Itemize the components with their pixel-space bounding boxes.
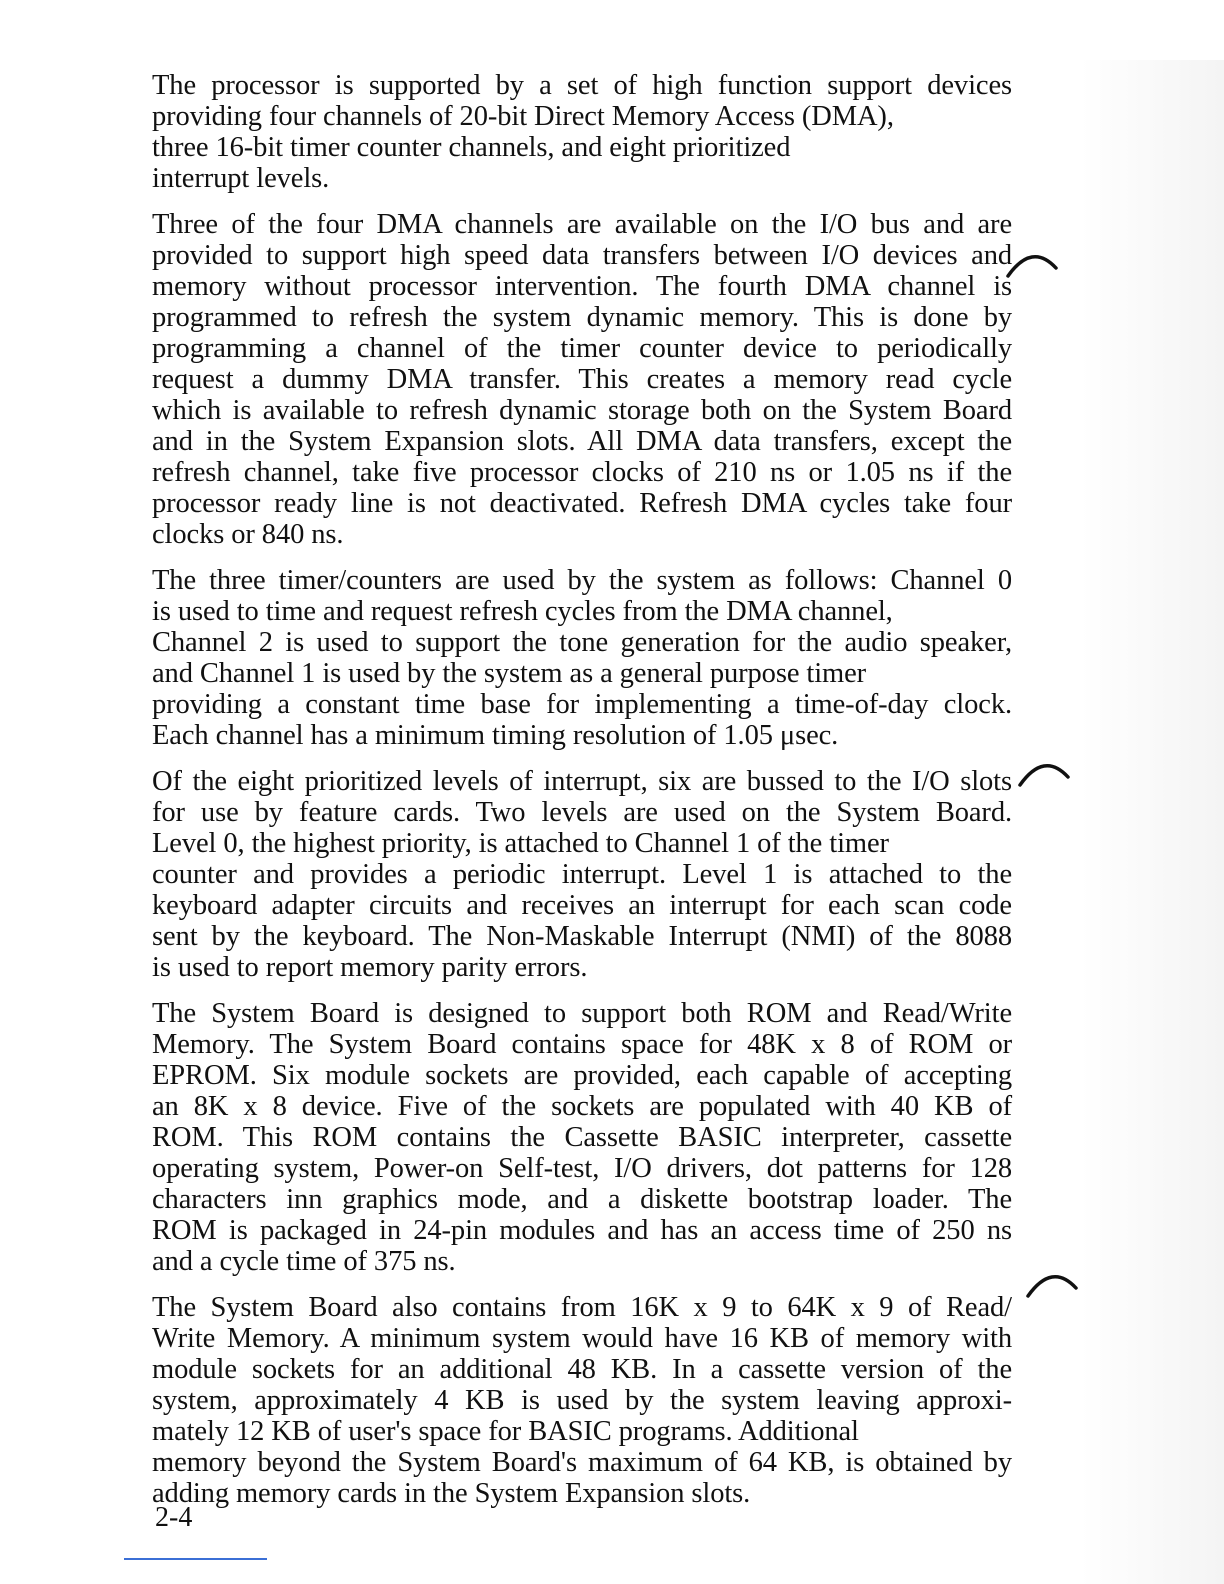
text-line: memory beyond the System Board's maximum of 64 KB, is obtained by — [152, 1447, 1012, 1478]
text-line: Of the eight prioritized levels of interrupt, six are bussed to the I/O slots — [152, 766, 1012, 797]
text-line: module sockets for an additional 48 KB. In a cassette version of the — [152, 1354, 1012, 1385]
text-line: Channel 2 is used to support the tone generation for the audio speaker, — [152, 627, 1012, 658]
text-line: characters inn graphics mode, and a diskette bootstrap loader. The — [152, 1184, 1012, 1215]
punch-hole-mark-icon — [1006, 248, 1060, 278]
text-line: provided to support high speed data transfers between I/O devices and — [152, 240, 1012, 271]
text-line: EPROM. Six module sockets are provided, each capable of accepting — [152, 1060, 1012, 1091]
text-line: programming a channel of the timer counter device to periodically — [152, 333, 1012, 364]
text-line: The System Board is designed to support both ROM and Read/Write — [152, 998, 1012, 1029]
text-line: The processor is supported by a set of high function support devices — [152, 70, 1012, 101]
paragraph-dma-channels — [152, 209, 1012, 550]
text-line: is used to time and request refresh cycles from the DMA channel, — [152, 596, 893, 627]
text-line: processor ready line is not deactivated. Refresh DMA cycles take four — [152, 488, 1012, 519]
text-line: refresh channel, take five processor clocks of 210 ns or 1.05 ns if the — [152, 457, 1012, 488]
text-line: Memory. The System Board contains space for 48K x 8 of ROM or — [152, 1029, 1012, 1060]
paragraph-interrupts — [152, 766, 1012, 983]
text-line: and in the System Expansion slots. All DMA data transfers, except the — [152, 426, 1012, 457]
text-line: system, approximately 4 KB is used by the system leaving approxi- — [152, 1385, 1012, 1416]
paragraph-rom — [152, 998, 1012, 1277]
page-edge-shading — [1080, 60, 1224, 1584]
bottom-rule — [124, 1558, 267, 1560]
text-line: Level 0, the highest priority, is attached to Channel 1 of the timer — [152, 828, 889, 859]
text-line: ROM. This ROM contains the Cassette BASIC interpreter, cassette — [152, 1122, 1012, 1153]
text-line: The System Board also contains from 16K x 9 to 64K x 9 of Read/ — [152, 1292, 1012, 1323]
paragraph-timer-counters — [152, 565, 1012, 751]
text-line: keyboard adapter circuits and receives an interrupt for each scan code — [152, 890, 1012, 921]
text-line: is used to report memory parity errors. — [152, 952, 588, 983]
text-line: request a dummy DMA transfer. This creates a memory read cycle — [152, 364, 1012, 395]
text-line: Each channel has a minimum timing resolution of 1.05 μsec. — [152, 720, 839, 751]
punch-hole-mark-icon — [1018, 757, 1072, 787]
text-line: programmed to refresh the system dynamic memory. This is done by — [152, 302, 1012, 333]
text-line: and Channel 1 is used by the system as a general purpose timer — [152, 658, 867, 689]
text-line: which is available to refresh dynamic storage both on the System Board — [152, 395, 1012, 426]
text-line: ROM is packaged in 24-pin modules and has an access time of 250 ns — [152, 1215, 1012, 1246]
document-body — [152, 70, 1012, 1524]
paragraph-read-write-memory — [152, 1292, 1012, 1509]
text-line: counter and provides a periodic interrupt. Level 1 is attached to the — [152, 859, 1012, 890]
punch-hole-mark-icon — [1026, 1268, 1080, 1298]
text-line: providing a constant time base for implementing a time-of-day clock. — [152, 689, 1012, 720]
text-line: for use by feature cards. Two levels are used on the System Board. — [152, 797, 1012, 828]
text-line: mately 12 KB of user's space for BASIC programs. Additional — [152, 1416, 859, 1447]
paragraph-processor-support — [152, 70, 1012, 194]
text-line: operating system, Power-on Self-test, I/O drivers, dot patterns for 128 — [152, 1153, 1012, 1184]
text-line: sent by the keyboard. The Non-Maskable Interrupt (NMI) of the 8088 — [152, 921, 1012, 952]
text-line: and a cycle time of 375 ns. — [152, 1246, 456, 1277]
text-line: Write Memory. A minimum system would have 16 KB of memory with — [152, 1323, 1012, 1354]
text-line: memory without processor intervention. The fourth DMA channel is — [152, 271, 1012, 302]
page-number: 2-4 — [155, 1502, 193, 1533]
text-line: three 16-bit timer counter channels, and eight prioritized — [152, 132, 791, 163]
text-line: providing four channels of 20-bit Direct Memory Access (DMA), — [152, 101, 894, 132]
text-line: clocks or 840 ns. — [152, 519, 344, 550]
text-line: adding memory cards in the System Expansion slots. — [152, 1478, 751, 1509]
text-line: Three of the four DMA channels are available on the I/O bus and are — [152, 209, 1012, 240]
text-line: an 8K x 8 device. Five of the sockets are populated with 40 KB of — [152, 1091, 1012, 1122]
text-line: interrupt levels. — [152, 163, 330, 194]
text-line: The three timer/counters are used by the system as follows: Channel 0 — [152, 565, 1012, 596]
